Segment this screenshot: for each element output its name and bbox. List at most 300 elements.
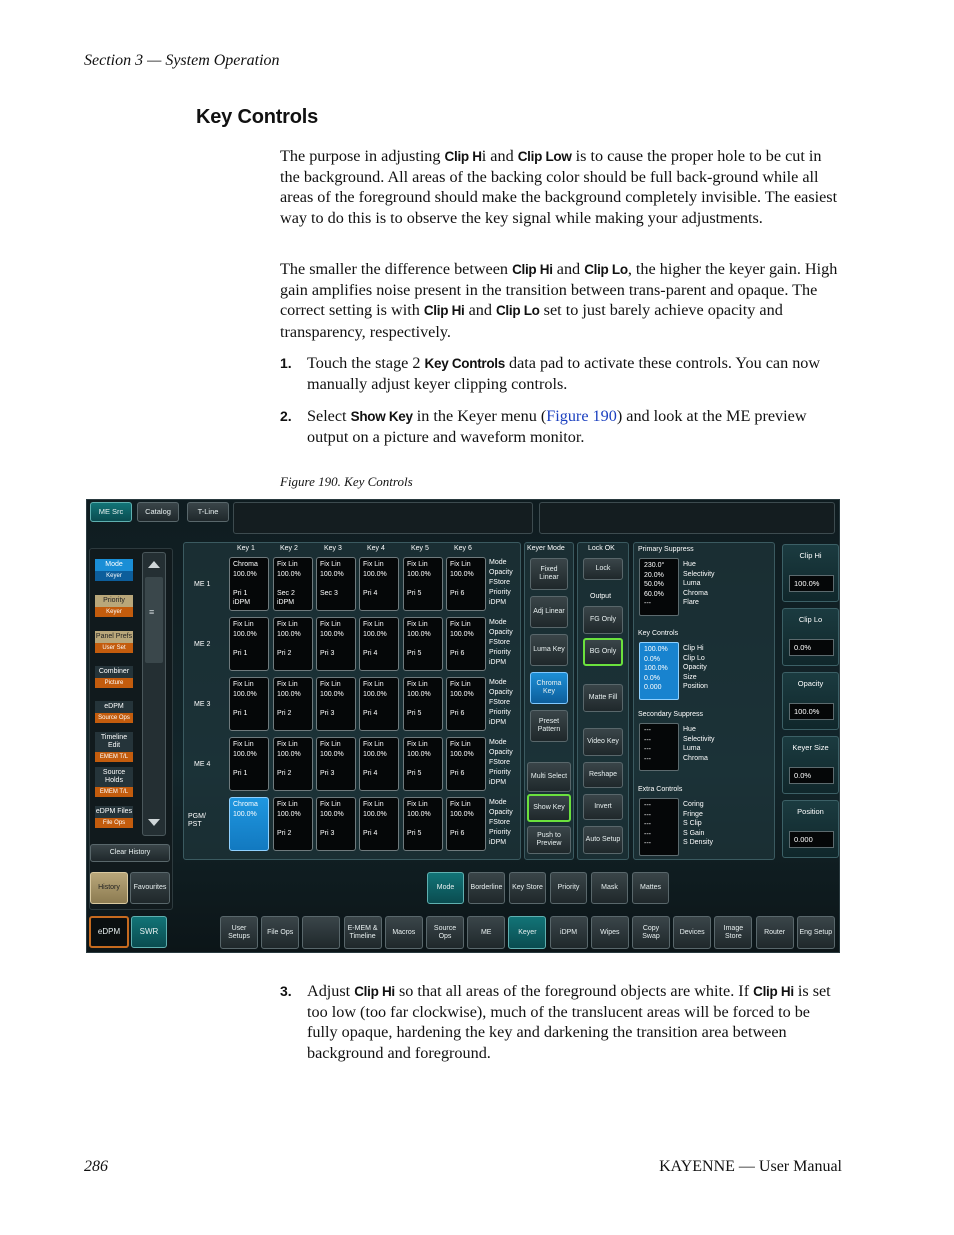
value-line: --- — [644, 727, 651, 734]
tab-me-src[interactable]: ME Src — [90, 502, 132, 522]
cell-line — [277, 658, 309, 668]
cell-line — [450, 598, 482, 608]
tile-label: Priority — [95, 595, 133, 607]
label-line: Luma — [683, 745, 701, 752]
bottom-tab-blank[interactable] — [302, 916, 340, 949]
cell-line: 100.0% — [450, 690, 474, 698]
value-line: --- — [644, 802, 651, 809]
cell-line: Fix Lin — [277, 681, 298, 688]
key-cell-4-5[interactable] — [403, 737, 443, 791]
cell-line: Pri 5 — [407, 709, 422, 717]
cell-line: Fix Lin — [363, 561, 384, 568]
key-header: Key 2 — [280, 545, 298, 552]
cell-line — [277, 579, 309, 589]
cell-line: 100.0% — [407, 810, 431, 818]
cell-line — [320, 819, 352, 829]
ui-term: Key Controls — [424, 356, 505, 371]
tab-catalog[interactable]: Catalog — [137, 502, 179, 522]
lock-button[interactable]: Lock — [583, 558, 623, 580]
param-value: 100.0% — [789, 575, 834, 592]
nav-timeline-edit[interactable] — [95, 732, 133, 762]
subtab-mask[interactable]: Mask — [591, 872, 628, 904]
nav-edpm-source-ops[interactable] — [95, 697, 133, 727]
bottom-tab-wipes[interactable]: Wipes — [591, 916, 629, 949]
value-line: --- — [644, 830, 651, 838]
cell-line: 100.0% — [407, 750, 431, 758]
row-label: ME 2 — [194, 641, 211, 648]
nav-combiner[interactable] — [95, 662, 133, 692]
param-title: Position — [797, 807, 824, 816]
cell-line — [320, 699, 352, 709]
key-cell-3-2[interactable] — [273, 677, 313, 731]
param-panel-clip-lo[interactable] — [782, 608, 839, 666]
cell-line: 100.0% — [407, 630, 431, 638]
cell-line: Pri 6 — [450, 649, 465, 657]
mode-line: Mode — [489, 739, 507, 746]
value-line: 100.0% — [644, 665, 668, 672]
mode-line: iDPM — [489, 719, 507, 726]
extra-controls-title: Extra Controls — [638, 786, 683, 793]
cell-line: Fix Lin — [277, 741, 298, 748]
tile-sub: Source Ops — [95, 713, 133, 723]
history-button[interactable]: History — [90, 872, 128, 904]
mode-line: Mode — [489, 559, 507, 566]
cell-line: 100.0% — [450, 810, 474, 818]
cell-line: 100.0% — [233, 570, 257, 578]
label-line: Flare — [683, 599, 699, 606]
cell-line — [450, 718, 482, 728]
ui-term: Clip Hi — [423, 303, 465, 319]
cell-line — [320, 579, 352, 589]
text: Touch the stage 2 — [307, 354, 425, 372]
cell-line — [320, 658, 352, 668]
tile-sub: EMEM T/L — [95, 752, 133, 762]
chroma-key-button[interactable]: Chroma Key — [530, 672, 568, 704]
cell-line: Fix Lin — [233, 621, 254, 628]
cell-line: Fix Lin — [277, 801, 298, 808]
cell-line: 100.0% — [363, 690, 387, 698]
cell-line: Pri 3 — [320, 829, 335, 837]
cell-line: 100.0% — [320, 630, 344, 638]
mode-line: Priority — [489, 829, 511, 836]
cell-line — [363, 778, 395, 788]
tile-sub: Keyer — [95, 607, 133, 617]
paragraph-1 — [280, 146, 842, 228]
cell-line — [233, 778, 265, 788]
cell-line: 100.0% — [320, 690, 344, 698]
step-text — [307, 353, 842, 394]
mode-line: Opacity — [489, 569, 513, 576]
value-line: 60.0% — [644, 590, 664, 598]
show-key-button[interactable]: Show Key — [527, 794, 571, 822]
param-panel-keyer-size[interactable] — [782, 736, 839, 794]
label-line: Chroma — [683, 754, 708, 762]
key-cell-4-4[interactable] — [359, 737, 399, 791]
subtab-mode[interactable]: Mode — [427, 872, 464, 904]
cell-line — [233, 639, 265, 649]
output-title: Output — [590, 593, 612, 600]
label-line: Luma — [683, 580, 701, 587]
key-header: Key 5 — [411, 545, 429, 552]
bottom-tab-user-setups[interactable]: User Setups — [220, 916, 258, 949]
text: set to just barely achieve opacity and transparency, respectively. — [280, 301, 783, 341]
primary-suppress-values[interactable] — [639, 558, 679, 616]
matte-fill-button[interactable]: Matte Fill — [583, 684, 623, 712]
nav-mode-keyer[interactable] — [95, 554, 133, 586]
mode-line: Priority — [489, 589, 511, 596]
value-line: --- — [644, 600, 651, 607]
cell-line — [363, 718, 395, 728]
tile-label: Source Holds — [95, 767, 133, 787]
key-header: Key 6 — [454, 545, 472, 552]
tile-label: Combiner — [95, 666, 133, 678]
cell-line: 100.0% — [277, 810, 301, 818]
bottom-tab-macros[interactable]: Macros — [385, 916, 423, 949]
key-header: Key 4 — [367, 545, 385, 552]
cell-line — [233, 658, 265, 668]
cell-line — [363, 639, 395, 649]
value-line: 0.0% — [644, 674, 660, 682]
row-mode-column — [489, 558, 513, 608]
key-cell-1-6[interactable] — [446, 557, 486, 611]
subtab-key-store[interactable]: Key Store — [509, 872, 546, 904]
text: Select — [307, 407, 351, 425]
key-cell-3-4[interactable] — [359, 677, 399, 731]
bottom-tab-copy-swap[interactable]: Copy Swap — [632, 916, 670, 949]
cell-line — [407, 838, 439, 848]
cell-line: Pri 1 — [233, 649, 248, 657]
param-title: Clip Lo — [798, 615, 823, 624]
key-cell-3-6[interactable] — [446, 677, 486, 731]
key-cell-4-3[interactable] — [316, 737, 356, 791]
cell-line: Fix Lin — [407, 741, 428, 748]
mode-line: FStore — [489, 699, 511, 706]
figure-link[interactable]: Figure 190 — [546, 407, 617, 425]
param-panel-position[interactable] — [782, 800, 839, 858]
cell-line: iDPM — [233, 599, 251, 606]
subtab-mattes[interactable]: Mattes — [632, 872, 669, 904]
cell-line: Fix Lin — [450, 801, 471, 808]
cell-line — [450, 819, 482, 829]
key-controls-values[interactable] — [639, 642, 679, 700]
edpm-button[interactable]: eDPM — [89, 916, 129, 948]
cell-line: Fix Lin — [320, 681, 341, 688]
mode-line: Opacity — [489, 689, 513, 696]
ui-term: Clip H — [444, 149, 482, 164]
param-title: Keyer Size — [792, 743, 829, 752]
cell-line — [233, 759, 265, 769]
key-cell-1-5[interactable] — [403, 557, 443, 611]
cell-line — [320, 778, 352, 788]
cell-line: Pri 2 — [277, 709, 292, 717]
text: and — [464, 301, 496, 320]
cell-line: Pri 6 — [450, 589, 465, 597]
secondary-suppress-values[interactable] — [639, 723, 679, 771]
cell-line — [407, 778, 439, 788]
luma-key-button[interactable]: Luma Key — [530, 634, 568, 666]
text: so that all areas of the foreground objects are white. If — [394, 982, 754, 1000]
step-number: 2. — [280, 408, 292, 424]
tile-label: eDPM Files — [95, 806, 133, 818]
param-panel-opacity[interactable] — [782, 672, 839, 730]
cell-line — [233, 819, 265, 829]
param-title: Opacity — [797, 679, 824, 688]
key-cell-1-2[interactable] — [273, 557, 313, 611]
cell-line: Chroma — [233, 561, 258, 568]
text: i and — [481, 147, 518, 165]
cell-line: 100.0% — [450, 630, 474, 638]
cell-line — [277, 718, 309, 728]
cell-line: Fix Lin — [363, 681, 384, 688]
key-cell-3-5[interactable] — [403, 677, 443, 731]
step-2 — [280, 406, 842, 448]
video-key-button[interactable]: Video Key — [583, 728, 623, 756]
cell-line: 100.0% — [450, 570, 474, 578]
bottom-tab-idpm[interactable]: iDPM — [550, 916, 588, 949]
ui-term: Show Key — [350, 409, 413, 424]
bottom-tab-keyer[interactable]: Keyer — [508, 916, 546, 949]
step-text — [307, 406, 842, 447]
mode-line: Opacity — [489, 809, 513, 816]
nav-source-holds[interactable] — [95, 767, 133, 797]
label-line: Opacity — [683, 664, 707, 671]
key-cell-3-3[interactable] — [316, 677, 356, 731]
cell-line: Fix Lin — [363, 801, 384, 808]
key-cell-4-6[interactable] — [446, 737, 486, 791]
cell-line — [407, 658, 439, 668]
key-cell-5-3[interactable] — [316, 797, 356, 851]
value-line: --- — [644, 755, 651, 763]
tile-label: Mode — [95, 559, 133, 571]
cell-line: Pri 4 — [363, 829, 378, 837]
bottom-tab-e-mem-timeline[interactable]: E-MEM & Timeline — [344, 916, 382, 949]
cell-line: 100.0% — [233, 750, 257, 758]
key-header: Key 1 — [237, 545, 255, 552]
cell-line: 100.0% — [320, 570, 344, 578]
cell-line — [363, 579, 395, 589]
mode-line: FStore — [489, 579, 511, 586]
bg-only-button[interactable]: BG Only — [583, 638, 623, 666]
cell-line: 100.0% — [363, 570, 387, 578]
cell-line: Fix Lin — [363, 741, 384, 748]
cell-line: Fix Lin — [407, 681, 428, 688]
param-title: Clip Hi — [799, 551, 822, 560]
bottom-tab-me[interactable]: ME — [467, 916, 505, 949]
cell-line — [233, 699, 265, 709]
text: The purpose in adjusting — [280, 147, 445, 165]
cell-line — [277, 838, 309, 848]
subtab-borderline[interactable]: Borderline — [468, 872, 505, 904]
text: in the Keyer menu ( — [412, 407, 547, 425]
cell-line — [320, 838, 352, 848]
value-line: 20.0% — [644, 571, 664, 579]
text: is to cause the proper hole to be cut in the background. All areas of the backing color should be full back-ground while all areas of the foreground should make the background completely invisible. The easiest way to do this is to observe the key signal while making your adjustments. — [280, 147, 838, 227]
cell-line: Fix Lin — [407, 561, 428, 568]
fg-only-button[interactable]: FG Only — [583, 606, 623, 634]
cell-line: 100.0% — [233, 810, 257, 818]
status-area-left — [233, 502, 533, 534]
cell-line: Sec 2 — [277, 589, 295, 597]
tile-sub: Picture — [95, 678, 133, 688]
row-mode-column — [489, 618, 513, 668]
paragraph-2 — [280, 259, 842, 342]
swr-button[interactable]: SWR — [131, 916, 167, 948]
key-cell-1-4[interactable] — [359, 557, 399, 611]
cell-line: Fix Lin — [407, 621, 428, 628]
adj-linear-button[interactable]: Adj Linear — [530, 596, 568, 628]
cell-line — [320, 639, 352, 649]
nav-scrollbar[interactable] — [142, 552, 166, 836]
preset-pattern-button[interactable]: Preset Pattern — [530, 710, 568, 742]
cell-line — [450, 759, 482, 769]
cell-line: Pri 2 — [277, 649, 292, 657]
key-cell-4-1[interactable] — [229, 737, 269, 791]
value-line: --- — [644, 811, 651, 819]
step-number: 3. — [280, 983, 292, 999]
label-line: S Clip — [683, 820, 702, 827]
text: is set too low (too far clockwise), much of the translucent areas will be forced to be fully opaque, hardening the key and darkening the transition area between background and foreground. — [307, 982, 831, 1062]
nav-priority-keyer[interactable] — [95, 590, 133, 622]
label-line: Clip Lo — [683, 654, 705, 662]
key-cell-4-2[interactable] — [273, 737, 313, 791]
key-cell-5-1[interactable] — [229, 797, 269, 851]
text: The smaller the difference between — [280, 260, 513, 278]
nav-panel-prefs[interactable] — [95, 626, 133, 658]
cell-line — [450, 658, 482, 668]
cell-line: 100.0% — [407, 570, 431, 578]
label-line: S Gain — [683, 829, 705, 837]
scroll-thumb[interactable] — [145, 577, 163, 663]
extra-controls-values[interactable] — [639, 798, 679, 856]
step-3 — [280, 981, 842, 1065]
invert-button[interactable]: Invert — [583, 794, 623, 820]
cell-line: Pri 1 — [233, 769, 248, 777]
key-cell-2-5[interactable] — [403, 617, 443, 671]
push-to-preview-button[interactable]: Push to Preview — [527, 826, 571, 854]
mode-line: Opacity — [489, 749, 513, 756]
nav-edpm-files[interactable] — [95, 802, 133, 832]
row-mode-column — [489, 738, 513, 788]
value-line: --- — [644, 746, 651, 753]
row-label: PGM/ PST — [188, 813, 206, 828]
cell-line — [233, 718, 265, 728]
param-value: 0.0% — [789, 639, 834, 656]
mode-line: iDPM — [489, 659, 507, 666]
label-line: Size — [683, 673, 697, 681]
text: and — [552, 260, 585, 278]
cell-line — [277, 819, 309, 829]
cell-line — [450, 699, 482, 709]
key-cell-2-2[interactable] — [273, 617, 313, 671]
mode-line: Mode — [489, 619, 507, 626]
cell-line — [320, 598, 352, 608]
value-line: 50.0% — [644, 581, 664, 588]
cell-line — [407, 759, 439, 769]
cell-line — [407, 579, 439, 589]
step-text — [307, 981, 842, 1063]
cell-line — [233, 838, 265, 848]
label-line: Coring — [683, 801, 704, 808]
clear-history-button[interactable]: Clear History — [90, 844, 170, 862]
key-cell-2-4[interactable] — [359, 617, 399, 671]
subtab-priority[interactable]: Priority — [550, 872, 587, 904]
favourites-button[interactable]: Favourites — [130, 872, 170, 904]
ui-term: Clip Lo — [584, 262, 628, 277]
bottom-tab-file-ops[interactable]: File Ops — [261, 916, 299, 949]
cell-line — [233, 579, 265, 589]
key-cell-5-6[interactable] — [446, 797, 486, 851]
label-line: Selectivity — [683, 735, 715, 743]
bottom-tab-router[interactable]: Router — [756, 916, 794, 949]
auto-setup-button[interactable]: Auto Setup — [583, 826, 623, 854]
cell-line: 100.0% — [363, 750, 387, 758]
bottom-tab-source-ops[interactable]: Source Ops — [426, 916, 464, 949]
section-heading: Key Controls — [196, 106, 319, 128]
multi-select-button[interactable]: Multi Select — [527, 762, 571, 792]
page-number: 286 — [84, 1158, 108, 1175]
scroll-up-icon[interactable] — [148, 561, 160, 568]
text: data pad to activate these controls. You can now manually adjust keyer clipping controls. — [307, 354, 821, 394]
key-cell-2-1[interactable] — [229, 617, 269, 671]
scroll-down-icon[interactable] — [148, 819, 160, 826]
reshape-button[interactable]: Reshape — [583, 762, 623, 788]
value-line: --- — [644, 736, 651, 744]
bottom-tab-image-store[interactable]: Image Store — [714, 916, 752, 949]
cell-line: Fix Lin — [320, 741, 341, 748]
key-cell-5-4[interactable] — [359, 797, 399, 851]
cell-line — [363, 819, 395, 829]
key-cell-1-3[interactable] — [316, 557, 356, 611]
tile-label: Panel Prefs — [95, 631, 133, 643]
key-cell-2-6[interactable] — [446, 617, 486, 671]
tile-sub: Keyer — [95, 571, 133, 581]
cell-line: Fix Lin — [450, 681, 471, 688]
cell-line: 100.0% — [277, 750, 301, 758]
cell-line: Fix Lin — [277, 621, 298, 628]
value-line: 230.0° — [644, 562, 665, 569]
cell-line: Fix Lin — [277, 561, 298, 568]
key-cell-3-1[interactable] — [229, 677, 269, 731]
key-cell-5-5[interactable] — [403, 797, 443, 851]
key-cell-2-3[interactable] — [316, 617, 356, 671]
row-label: ME 4 — [194, 761, 211, 768]
cell-line: 100.0% — [277, 570, 301, 578]
mode-line: FStore — [489, 759, 511, 766]
cell-line: Fix Lin — [320, 621, 341, 628]
param-panel-clip-hi[interactable] — [782, 544, 839, 602]
bottom-tab-eng-setup[interactable]: Eng Setup — [797, 916, 835, 949]
cell-line: Pri 5 — [407, 649, 422, 657]
cell-line: 100.0% — [277, 630, 301, 638]
cell-line — [277, 639, 309, 649]
cell-line: Fix Lin — [320, 801, 341, 808]
ui-term: Clip Low — [517, 149, 572, 164]
cell-line — [407, 639, 439, 649]
key-cell-1-1[interactable] — [229, 557, 269, 611]
key-cell-5-2[interactable] — [273, 797, 313, 851]
cell-line — [450, 579, 482, 589]
label-line: Hue — [683, 726, 696, 733]
text: ) and look at the ME preview output on a picture and waveform monitor. — [307, 407, 807, 447]
param-value: 0.000 — [789, 831, 834, 848]
mode-line: iDPM — [489, 599, 507, 606]
cell-line: Pri 2 — [277, 769, 292, 777]
tab-t-line[interactable]: T-Line — [187, 502, 229, 522]
cell-line: Pri 3 — [320, 709, 335, 717]
fixed-linear-button[interactable]: Fixed Linear — [530, 558, 568, 590]
primary-suppress-title: Primary Suppress — [638, 546, 694, 553]
bottom-tab-devices[interactable]: Devices — [673, 916, 711, 949]
